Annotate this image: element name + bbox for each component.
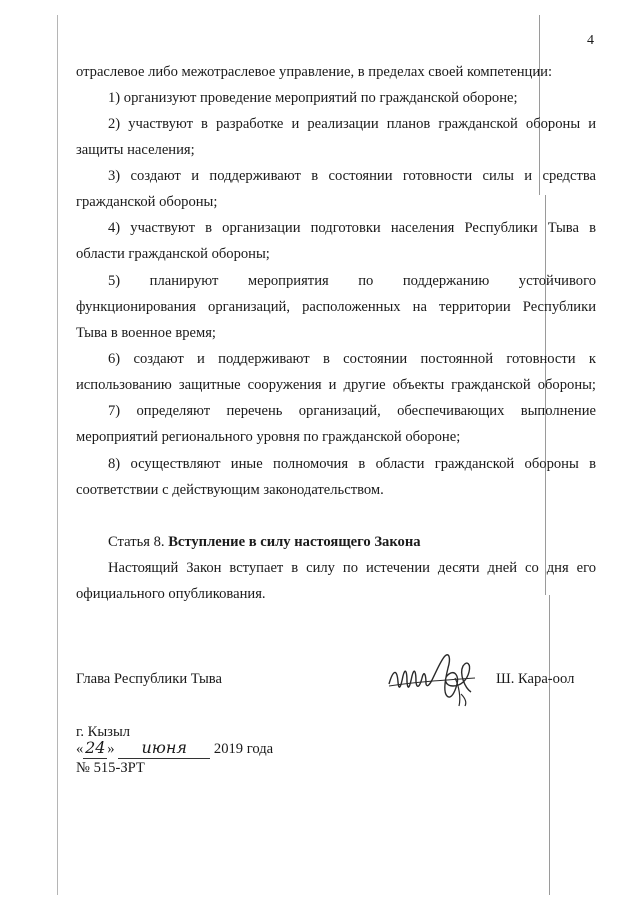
article-text-line-1: Настоящий Закон вступает в силу по истечении десяти дней со дня его [108, 560, 596, 576]
list-item-7-line-1: 7) определяют перечень организаций, обеспечивающих выполнение [108, 403, 596, 419]
law-number: № 515-ЗРТ [76, 760, 145, 776]
signatory-name: Ш. Кара-оол [496, 671, 575, 687]
signature-row [76, 666, 596, 692]
list-item-3-line-1: 3) создают и поддерживают в состоянии готовности силы и средства [108, 168, 596, 184]
signatory-position: Глава Республики Тыва [76, 671, 222, 687]
list-item-5-line-2: функционирования организаций, расположенных на территории Республики [76, 299, 596, 315]
list-item-4-line-1: 4) участвуют в организации подготовки населения Республики Тыва в [108, 220, 596, 236]
date-year: 2019 года [213, 741, 274, 757]
list-item-2-line-1: 2) участвуют в разработке и реализации планов гражданской обороны и [108, 116, 596, 132]
paragraph-intro: отраслевое либо межотраслевое управление, в пределах своей компетенции: [76, 64, 553, 80]
list-item-6-line-1: 6) создают и поддерживают в состоянии постоянной готовности к [108, 351, 596, 367]
scan-edge-line-left [57, 15, 58, 895]
list-item-3-line-2: гражданской обороны; [76, 194, 218, 210]
article-text-line-2: официального опубликования. [76, 586, 266, 602]
article-label: Статья 8. [108, 534, 165, 550]
date-month: июня [118, 738, 210, 759]
article-title: Вступление в силу настоящего Закона [168, 534, 421, 550]
list-item-4-line-2: области гражданской обороны; [76, 246, 270, 262]
list-item-5-line-3: Тыва в военное время; [76, 325, 216, 341]
scan-crease-line-3 [549, 595, 550, 895]
article-heading [76, 529, 596, 555]
date-day: 24 [85, 738, 106, 757]
date-open-quote: « [76, 741, 84, 757]
list-item-2-line-2: защиты населения; [76, 142, 195, 158]
list-item-8-line-1: 8) осуществляют иные полномочия в области гражданской обороны в [108, 456, 596, 472]
footer-date [76, 738, 273, 759]
list-item-7-line-2: мероприятий регионального уровня по гражданской обороне; [76, 429, 461, 445]
list-item-8-line-2: соответствии с действующим законодательством. [76, 482, 384, 498]
list-item-1: 1) организуют проведение мероприятий по гражданской обороне; [108, 90, 518, 106]
list-item-6-line-2: использованию защитные сооружения и другие объекты гражданской обороны; [76, 377, 596, 393]
page-number: 4 [587, 33, 594, 48]
list-item-5-line-1: 5) планируют мероприятия по поддержанию устойчивого [108, 273, 596, 289]
footer-city: г. Кызыл [76, 724, 131, 740]
date-close-quote: » [107, 741, 115, 757]
